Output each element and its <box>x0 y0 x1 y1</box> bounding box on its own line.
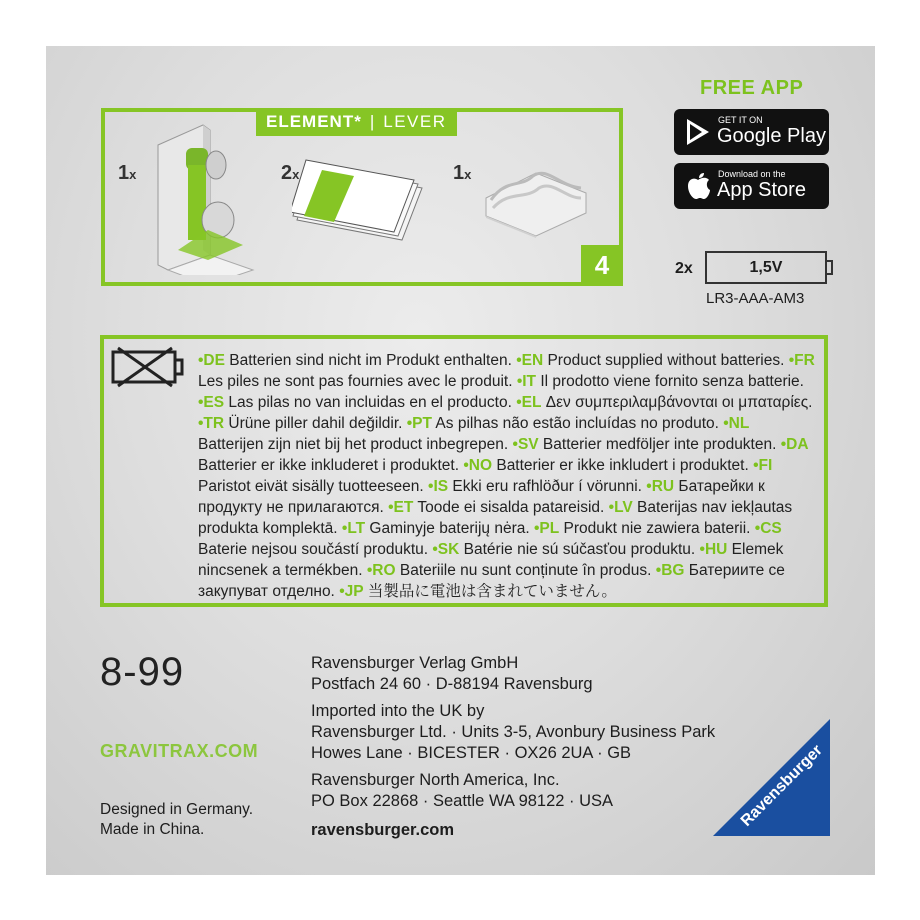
lang-code: •SK <box>432 541 460 558</box>
lang-code: •NO <box>463 457 493 474</box>
ravensburger-url[interactable]: ravensburger.com <box>311 821 455 839</box>
lang-code: •IT <box>516 373 537 390</box>
lang-code: •ES <box>198 394 225 411</box>
app-store-button[interactable] <box>674 163 829 209</box>
address-de <box>311 653 593 695</box>
battery-tip <box>827 260 833 275</box>
free-app-heading: FREE APP <box>700 77 804 99</box>
address-uk-line-1: Imported into the UK by <box>311 702 485 720</box>
lang-code: •DA <box>780 436 809 453</box>
address-de-line-1: Ravensburger Verlag GmbH <box>311 654 519 672</box>
item-qty-2: 2x <box>281 162 300 184</box>
lever-piece-image <box>148 120 258 275</box>
lang-text: Toode ei sisalda patareisid. <box>413 499 609 516</box>
address-uk-line-2: Ravensburger Ltd. · Units 3-5, Avonbury Business Park <box>311 723 716 741</box>
lang-text: Batterier medföljer inte produkten. <box>538 436 781 453</box>
lang-code: •JP <box>339 583 364 600</box>
element-label: ELEMENT* <box>266 112 362 131</box>
lang-text: As pilhas não estão incluídas no produto. <box>431 415 724 432</box>
google-play-button[interactable] <box>674 109 829 155</box>
battery-qty: 2x <box>675 260 693 277</box>
lang-text: Batterier er ikke inkluderet i produktet. <box>198 457 464 474</box>
lang-code: •EN <box>516 352 544 369</box>
lang-text: Batérie nie sú súčasťou produktu. <box>459 541 700 558</box>
google-play-icon <box>684 117 712 147</box>
lang-code: •PT <box>406 415 432 432</box>
lang-code: •ET <box>388 499 414 516</box>
lang-text: Las pilas no van incluidas en el producto. <box>224 394 517 411</box>
lang-text: Bateriile nu sunt conținute în produs. <box>395 562 656 579</box>
lang-text: 当製品に電池は含まれていません。 <box>363 583 617 600</box>
address-na-line-2: PO Box 22868 · Seattle WA 98122 · USA <box>311 792 614 810</box>
lang-code: •EL <box>516 394 542 411</box>
no-battery-icon <box>110 346 188 388</box>
logo-text: Ravensburger <box>737 741 826 830</box>
lang-code: •TR <box>198 415 225 432</box>
lang-text: Batterijen zijn niet bij het product inbegrepen. <box>198 436 513 453</box>
apple-icon <box>684 171 712 201</box>
element-separator: | <box>369 112 376 131</box>
lang-code: •FR <box>788 352 815 369</box>
lang-code: •FI <box>753 457 773 474</box>
cards-image <box>292 158 432 248</box>
lang-text: Baterijas nav iekļautas produkta komplektā. <box>198 499 793 537</box>
lang-text: Δεν συμπεριλαμβάνονται οι μπαταρίες. <box>541 394 813 411</box>
battery-voltage: 1,5V <box>749 258 783 276</box>
lang-text: Ekki eru rafhlöður í vörunni. <box>448 478 647 495</box>
battery-code: LR3-AAA-AM3 <box>706 290 805 307</box>
lang-code: •CS <box>754 520 782 537</box>
google-play-small-text: GET IT ON <box>718 115 763 125</box>
lang-text: Батериите се закупуват отделно. <box>198 562 785 600</box>
lang-text: Elemek nincsenek a termékben. <box>198 541 784 579</box>
lang-code: •BG <box>655 562 685 579</box>
gravitrax-url[interactable]: GRAVITRAX.COM <box>100 741 259 761</box>
app-store-big-text: App Store <box>717 179 806 201</box>
address-uk-line-3: Howes Lane · BICESTER · OX26 2UA · GB <box>311 744 632 762</box>
lang-text: Gaminyje baterijų nėra. <box>365 520 534 537</box>
lang-text: Paristot eivät sisälly tuotteeseen. <box>198 478 429 495</box>
wave-tile-image <box>481 158 591 238</box>
lang-text: Batterien sind nicht im Produkt enthalten. <box>224 352 517 369</box>
lang-text: Батарейки к продукту не прилагаются. <box>198 478 765 516</box>
address-de-line-2: Postfach 24 60 · D-88194 Ravensburg <box>311 675 593 693</box>
address-na-line-1: Ravensburger North America, Inc. <box>311 771 560 789</box>
lang-text: Les piles ne sont pas fournies avec le produit. <box>198 373 517 390</box>
lang-code: •RO <box>366 562 396 579</box>
lang-code: •IS <box>428 478 449 495</box>
lang-text: Ürüne piller dahil değildir. <box>224 415 407 432</box>
lang-code: •SV <box>512 436 539 453</box>
lang-text: Produkt nie zawiera baterii. <box>559 520 755 537</box>
app-store-small-text: Download on the <box>718 169 786 179</box>
item-qty-1: 1x <box>118 162 137 184</box>
lang-text: Product supplied without batteries. <box>543 352 789 369</box>
lang-code: •LT <box>341 520 366 537</box>
lang-code: •DE <box>198 352 225 369</box>
lang-text: Baterie nejsou součástí produktu. <box>198 541 433 558</box>
address-uk <box>311 701 715 764</box>
element-tag <box>256 108 457 136</box>
element-count-badge: 4 <box>581 245 623 286</box>
lang-text: Il prodotto viene fornito senza batterie. <box>536 373 804 390</box>
element-type: LEVER <box>383 112 447 131</box>
lang-code: •RU <box>646 478 675 495</box>
lang-text: Batterier er ikke inkludert i produktet. <box>492 457 754 474</box>
lang-code: •NL <box>723 415 750 432</box>
made-line-1: Designed in Germany. <box>100 801 254 818</box>
made-line-2: Made in China. <box>100 821 205 838</box>
battery-notice-text <box>198 350 818 602</box>
ravensburger-logo <box>713 719 831 837</box>
made-in <box>100 800 253 840</box>
lang-code: •HU <box>699 541 728 558</box>
lang-code: •PL <box>533 520 560 537</box>
address-na <box>311 770 613 812</box>
item-qty-3: 1x <box>453 162 472 184</box>
age-range: 8-99 <box>100 650 185 694</box>
battery-icon <box>705 251 827 284</box>
google-play-big-text: Google Play <box>717 125 826 147</box>
lang-code: •LV <box>608 499 633 516</box>
